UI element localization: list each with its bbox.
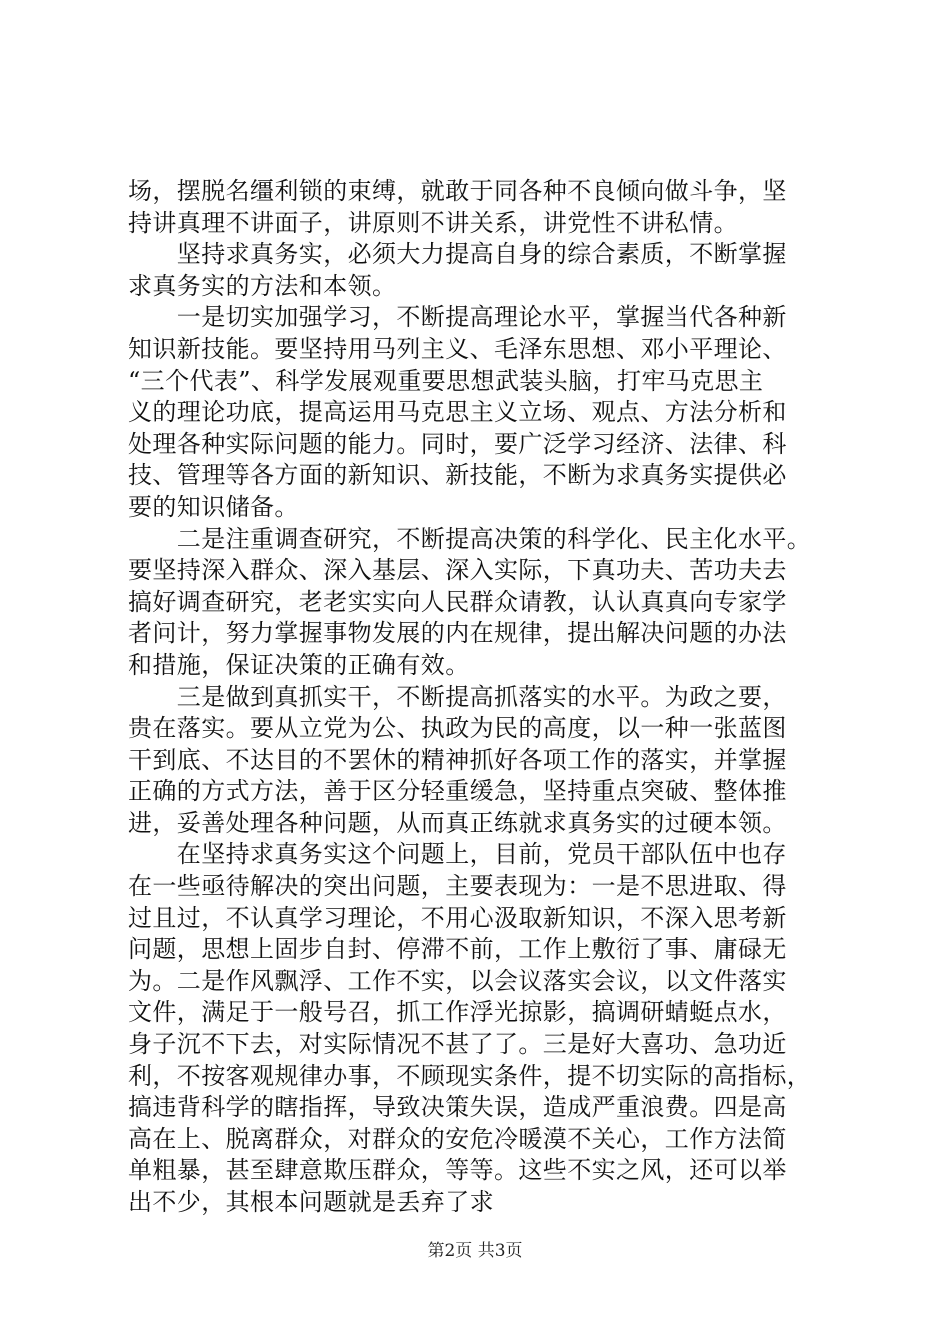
text-line: 为。二是作风飘浮、工作不实，以会议落实会议，以文件落实 bbox=[128, 966, 787, 995]
text-line: 知识新技能。要坚持用马列主义、毛泽东思想、邓小平理论、 bbox=[128, 334, 787, 363]
text-line: 问题，思想上固步自封、停滞不前，工作上敷衍了事、庸碌无 bbox=[128, 935, 787, 964]
text-line: 出不少，其根本问题就是丢弃了求 bbox=[128, 1188, 494, 1216]
text-line: 在坚持求真务实这个问题上，目前，党员干部队伍中也存 bbox=[128, 840, 787, 869]
text-line: 三是做到真抓实干，不断提高抓落实的水平。为政之要， bbox=[128, 682, 787, 711]
text-line: 干到底、不达目的不罢休的精神抓好各项工作的落实，并掌握 bbox=[128, 745, 787, 774]
text-line: 技、管理等各方面的新知识、新技能，不断为求真务实提供必 bbox=[128, 461, 787, 490]
text-line: 进，妥善处理各种问题，从而真正练就求真务实的过硬本领。 bbox=[128, 808, 787, 837]
text-line: 搞违背科学的瞎指挥，导致决策失误，造成严重浪费。四是高 bbox=[128, 1093, 787, 1122]
text-line: 要坚持深入群众、深入基层、深入实际，下真功夫、苦功夫去 bbox=[128, 556, 787, 585]
text-line: 利，不按客观规律办事，不顾现实条件，提不切实际的高指标， bbox=[128, 1061, 812, 1090]
text-line: 单粗暴，甚至肆意欺压群众，等等。这些不实之风，还可以举 bbox=[128, 1156, 787, 1185]
text-line: 在一些亟待解决的突出问题，主要表现为：一是不思进取、得 bbox=[128, 872, 787, 901]
text-line: 贵在落实。要从立党为公、执政为民的高度，以一种一张蓝图 bbox=[128, 714, 787, 743]
text-line: 处理各种实际问题的能力。同时，要广泛学习经济、法律、科 bbox=[128, 429, 787, 458]
text-line: 要的知识储备。 bbox=[128, 492, 299, 521]
text-line: 高在上、脱离群众，对群众的安危冷暖漠不关心，工作方法简 bbox=[128, 1124, 787, 1153]
text-line: 求真务实的方法和本领。 bbox=[128, 271, 397, 300]
text-line: 义的理论功底，提高运用马克思主义立场、观点、方法分析和 bbox=[128, 398, 787, 427]
text-line: “三个代表”、科学发展观重要思想武装头脑，打牢马克思主 bbox=[128, 366, 764, 395]
text-line: 者问计，努力掌握事物发展的内在规律，提出解决问题的办法 bbox=[128, 619, 787, 648]
text-line: 过且过，不认真学习理论，不用心汲取新知识，不深入思考新 bbox=[128, 903, 787, 932]
text-line: 场，摆脱名缰利锁的束缚，就敢于同各种不良倾向做斗争，坚 bbox=[128, 177, 787, 205]
text-line: 持讲真理不讲面子，讲原则不讲关系，讲党性不讲私情。 bbox=[128, 208, 738, 237]
text-line: 文件，满足于一般号召，抓工作浮光掠影，搞调研蜻蜓点水， bbox=[128, 998, 787, 1027]
text-line: 坚持求真务实，必须大力提高自身的综合素质，不断掌握 bbox=[128, 240, 787, 269]
text-line: 一是切实加强学习，不断提高理论水平，掌握当代各种新 bbox=[128, 303, 787, 332]
text-line: 正确的方式方法，善于区分轻重缓急，坚持重点突破、整体推 bbox=[128, 777, 787, 806]
page-number-footer: 第2页 共3页 bbox=[427, 1241, 523, 1261]
body-text bbox=[128, 176, 828, 1219]
text-line: 身子沉不下去，对实际情况不甚了了。三是好大喜功、急功近 bbox=[128, 1030, 787, 1059]
text-line: 二是注重调查研究，不断提高决策的科学化、民主化水平。 bbox=[128, 524, 812, 553]
text-line: 搞好调查研究，老老实实向人民群众请教，认认真真向专家学 bbox=[128, 587, 787, 616]
text-line: 和措施，保证决策的正确有效。 bbox=[128, 650, 470, 679]
